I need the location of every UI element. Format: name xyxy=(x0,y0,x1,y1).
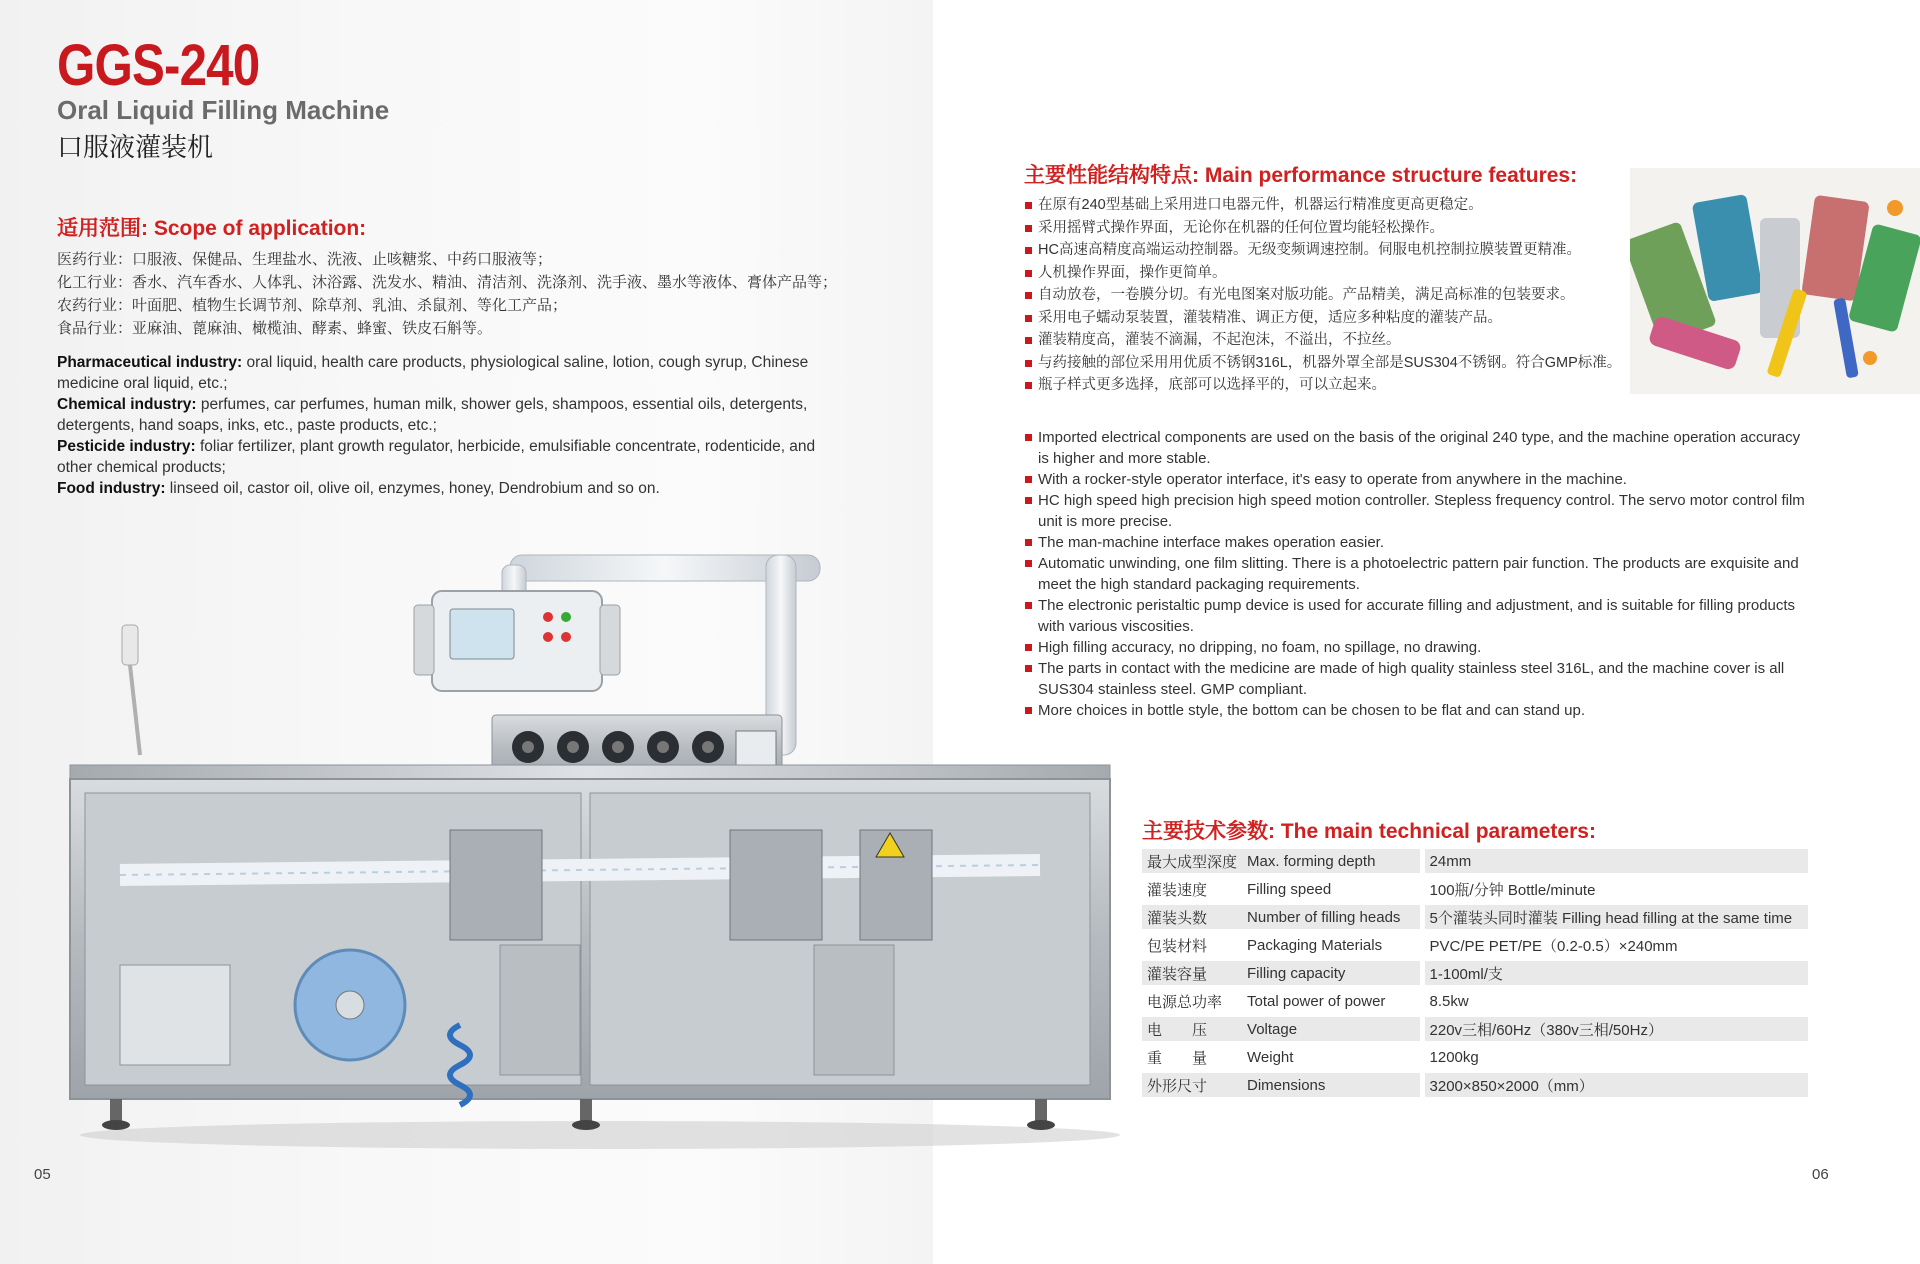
hmi-control-panel xyxy=(414,591,620,691)
subtitle-en: Oral Liquid Filling Machine xyxy=(57,95,390,125)
scope-cn-list xyxy=(57,248,837,340)
param-value: 3200×850×2000（mm） xyxy=(1425,1073,1808,1097)
page-number-left: 05 xyxy=(34,1166,51,1183)
feature-en-item: Automatic unwinding, one film slitting. There is a photoelectric pattern pair function. The products are exquisite and meet the high standard packaging requirements. xyxy=(1024,553,1810,595)
feature-en-item: Imported electrical components are used on the basis of the original 240 type, and the machine operation accuracy is higher and more stable. xyxy=(1024,427,1810,469)
param-cn: 电 压 xyxy=(1142,1017,1242,1041)
tech-params-heading: 主要技术参数: The main technical parameters: xyxy=(1142,820,1596,843)
subtitle-cn: 口服液灌装机 xyxy=(57,132,214,162)
industry-text: linseed oil, castor oil, olive oil, enzymes, honey, Dendrobium and so on. xyxy=(165,480,660,497)
industry-food xyxy=(57,478,847,499)
feature-cn-item: 与药接触的部位采用用优质不锈钢316L，机器外罩全部是SUS304不锈钢。符合GMP标准。 xyxy=(1024,352,1621,375)
param-value: 8.5kw xyxy=(1429,992,1469,1010)
param-value: 24mm xyxy=(1425,849,1808,873)
table-row xyxy=(1142,961,1808,985)
industry-pesticide xyxy=(57,436,847,478)
param-en: Total power of power xyxy=(1247,992,1386,1010)
industry-text: foliar fertilizer, plant growth regulator, herbicide, emulsifiable concentrate, rodenticide, and other chemical products; xyxy=(57,438,816,476)
param-cn: 灌装速度 xyxy=(1147,881,1208,899)
param-cn: 灌装容量 xyxy=(1142,961,1242,985)
param-cn: 重 量 xyxy=(1147,1049,1208,1067)
signal-tower xyxy=(122,625,140,755)
feature-en-item: With a rocker-style operator interface, it's easy to operate from anywhere in the machine. xyxy=(1024,469,1810,490)
param-en: Packaging Materials xyxy=(1247,936,1383,954)
feature-cn-item: 瓶子样式更多选择，底部可以选择平的，可以立起来。 xyxy=(1024,374,1621,397)
table-row xyxy=(1142,989,1808,1013)
industry-chemical xyxy=(57,394,847,436)
features-heading: 主要性能结构特点: Main performance structure features: xyxy=(1024,164,1578,187)
industry-pharmaceutical xyxy=(57,352,847,394)
param-cn: 外形尺寸 xyxy=(1142,1073,1242,1097)
table-row xyxy=(1142,1073,1808,1097)
feature-cn-item: HC高速高精度高端运动控制器。无级变频调速控制。伺服电机控制拉膜装置更精准。 xyxy=(1024,239,1621,262)
param-en: Voltage xyxy=(1242,1017,1420,1041)
param-cn: 最大成型深度 xyxy=(1142,849,1242,873)
param-en: Dimensions xyxy=(1242,1073,1420,1097)
page-number-right: 06 xyxy=(1812,1166,1829,1183)
feature-cn-item: 自动放卷，一卷膜分切。有光电图案对版功能。产品精美，满足高标准的包装要求。 xyxy=(1024,284,1621,307)
param-en: Number of filling heads xyxy=(1242,905,1420,929)
param-cn: 电源总功率 xyxy=(1147,993,1223,1011)
features-cn-list xyxy=(1024,194,1621,397)
param-en: Filling capacity xyxy=(1242,961,1420,985)
feature-cn-item: 采用电子蠕动泵装置，灌装精准、调正方便，适应多种粘度的灌装产品。 xyxy=(1024,307,1621,330)
table-row xyxy=(1142,877,1808,901)
param-en: Filling speed xyxy=(1247,880,1332,898)
feature-en-item: High filling accuracy, no dripping, no foam, no spillage, no drawing. xyxy=(1024,637,1810,658)
product-samples-photo xyxy=(1630,168,1920,394)
industry-text: oral liquid, health care products, physiological saline, lotion, cough syrup, Chinese medicine oral liquid, etc.; xyxy=(57,354,809,392)
model-title: GGS-240 xyxy=(57,33,260,98)
param-value: 100瓶/分钟 Bottle/minute xyxy=(1429,881,1596,899)
param-value: 1200kg xyxy=(1429,1048,1479,1066)
feature-en-item: The man-machine interface makes operation easier. xyxy=(1024,532,1810,553)
feature-en-item: The electronic peristaltic pump device is used for accurate filling and adjustment, and is suitable for filling products with various viscosities. xyxy=(1024,595,1810,637)
feature-cn-item: 采用摇臂式操作界面，无论你在机器的任何位置均能轻松操作。 xyxy=(1024,217,1621,240)
param-en: Max. forming depth xyxy=(1242,849,1420,873)
industry-text: perfumes, car perfumes, human milk, shower gels, shampoos, essential oils, detergents, detergents, hand soaps, inks, etc., paste products, etc.; xyxy=(57,396,808,434)
feature-cn-item: 灌装精度高，灌装不滴漏，不起泡沫，不溢出，不拉丝。 xyxy=(1024,329,1621,352)
param-value: PVC/PE PET/PE（0.2-0.5）×240mm xyxy=(1429,937,1678,955)
industry-label: Chemical industry: xyxy=(57,396,197,413)
machine-body xyxy=(70,765,1110,1105)
industry-label: Pesticide industry: xyxy=(57,438,196,455)
table-row xyxy=(1142,1045,1808,1069)
tech-params-table xyxy=(1142,845,1808,1101)
scope-cn-line: 食品行业：亚麻油、蓖麻油、橄榄油、酵素、蜂蜜、铁皮石斛等。 xyxy=(57,320,493,337)
scope-heading: 适用范围: Scope of application: xyxy=(57,217,367,240)
floor-shadow xyxy=(80,1121,1120,1149)
scope-cn-line: 化工行业：香水、汽车香水、人体乳、沐浴露、洗发水、精油、清洁剂、洗涤剂、洗手液、墨水等液体、膏体产品等； xyxy=(57,274,838,291)
scope-cn-line: 农药行业：叶面肥、植物生长调节剂、除草剂、乳油、杀鼠剂、等化工产品； xyxy=(57,297,568,314)
feature-cn-item: 在原有240型基础上采用进口电器元件，机器运行精准度更高更稳定。 xyxy=(1024,194,1621,217)
scope-en-list xyxy=(57,352,847,499)
table-row xyxy=(1142,933,1808,957)
table-row xyxy=(1142,849,1808,873)
industry-label: Pharmaceutical industry: xyxy=(57,354,243,371)
features-en-list xyxy=(1024,427,1810,721)
feature-en-item: The parts in contact with the medicine are made of high quality stainless steel 316L, and the machine cover is all SUS304 stainless steel. GMP compliant. xyxy=(1024,658,1810,700)
param-cn: 灌装头数 xyxy=(1142,905,1242,929)
industry-label: Food industry: xyxy=(57,480,166,497)
feature-cn-item: 人机操作界面，操作更简单。 xyxy=(1024,262,1621,285)
param-value: 5个灌装头同时灌装 Filling head filling at the same time xyxy=(1425,905,1808,929)
feature-en-item: HC high speed high precision high speed motion controller. Stepless frequency control. The servo motor control film unit is more precise. xyxy=(1024,490,1810,532)
param-value: 1-100ml/支 xyxy=(1425,961,1808,985)
table-row xyxy=(1142,905,1808,929)
param-en: Weight xyxy=(1247,1048,1294,1066)
param-value: 220v三相/60Hz（380v三相/50Hz） xyxy=(1425,1017,1808,1041)
machine-illustration xyxy=(60,545,1120,1165)
param-cn: 包装材料 xyxy=(1147,937,1208,955)
table-row xyxy=(1142,1017,1808,1041)
feature-en-item: More choices in bottle style, the bottom can be chosen to be flat and can stand up. xyxy=(1024,700,1810,721)
scope-cn-line: 医药行业：口服液、保健品、生理盐水、洗液、止咳糖浆、中药口服液等； xyxy=(57,251,553,268)
